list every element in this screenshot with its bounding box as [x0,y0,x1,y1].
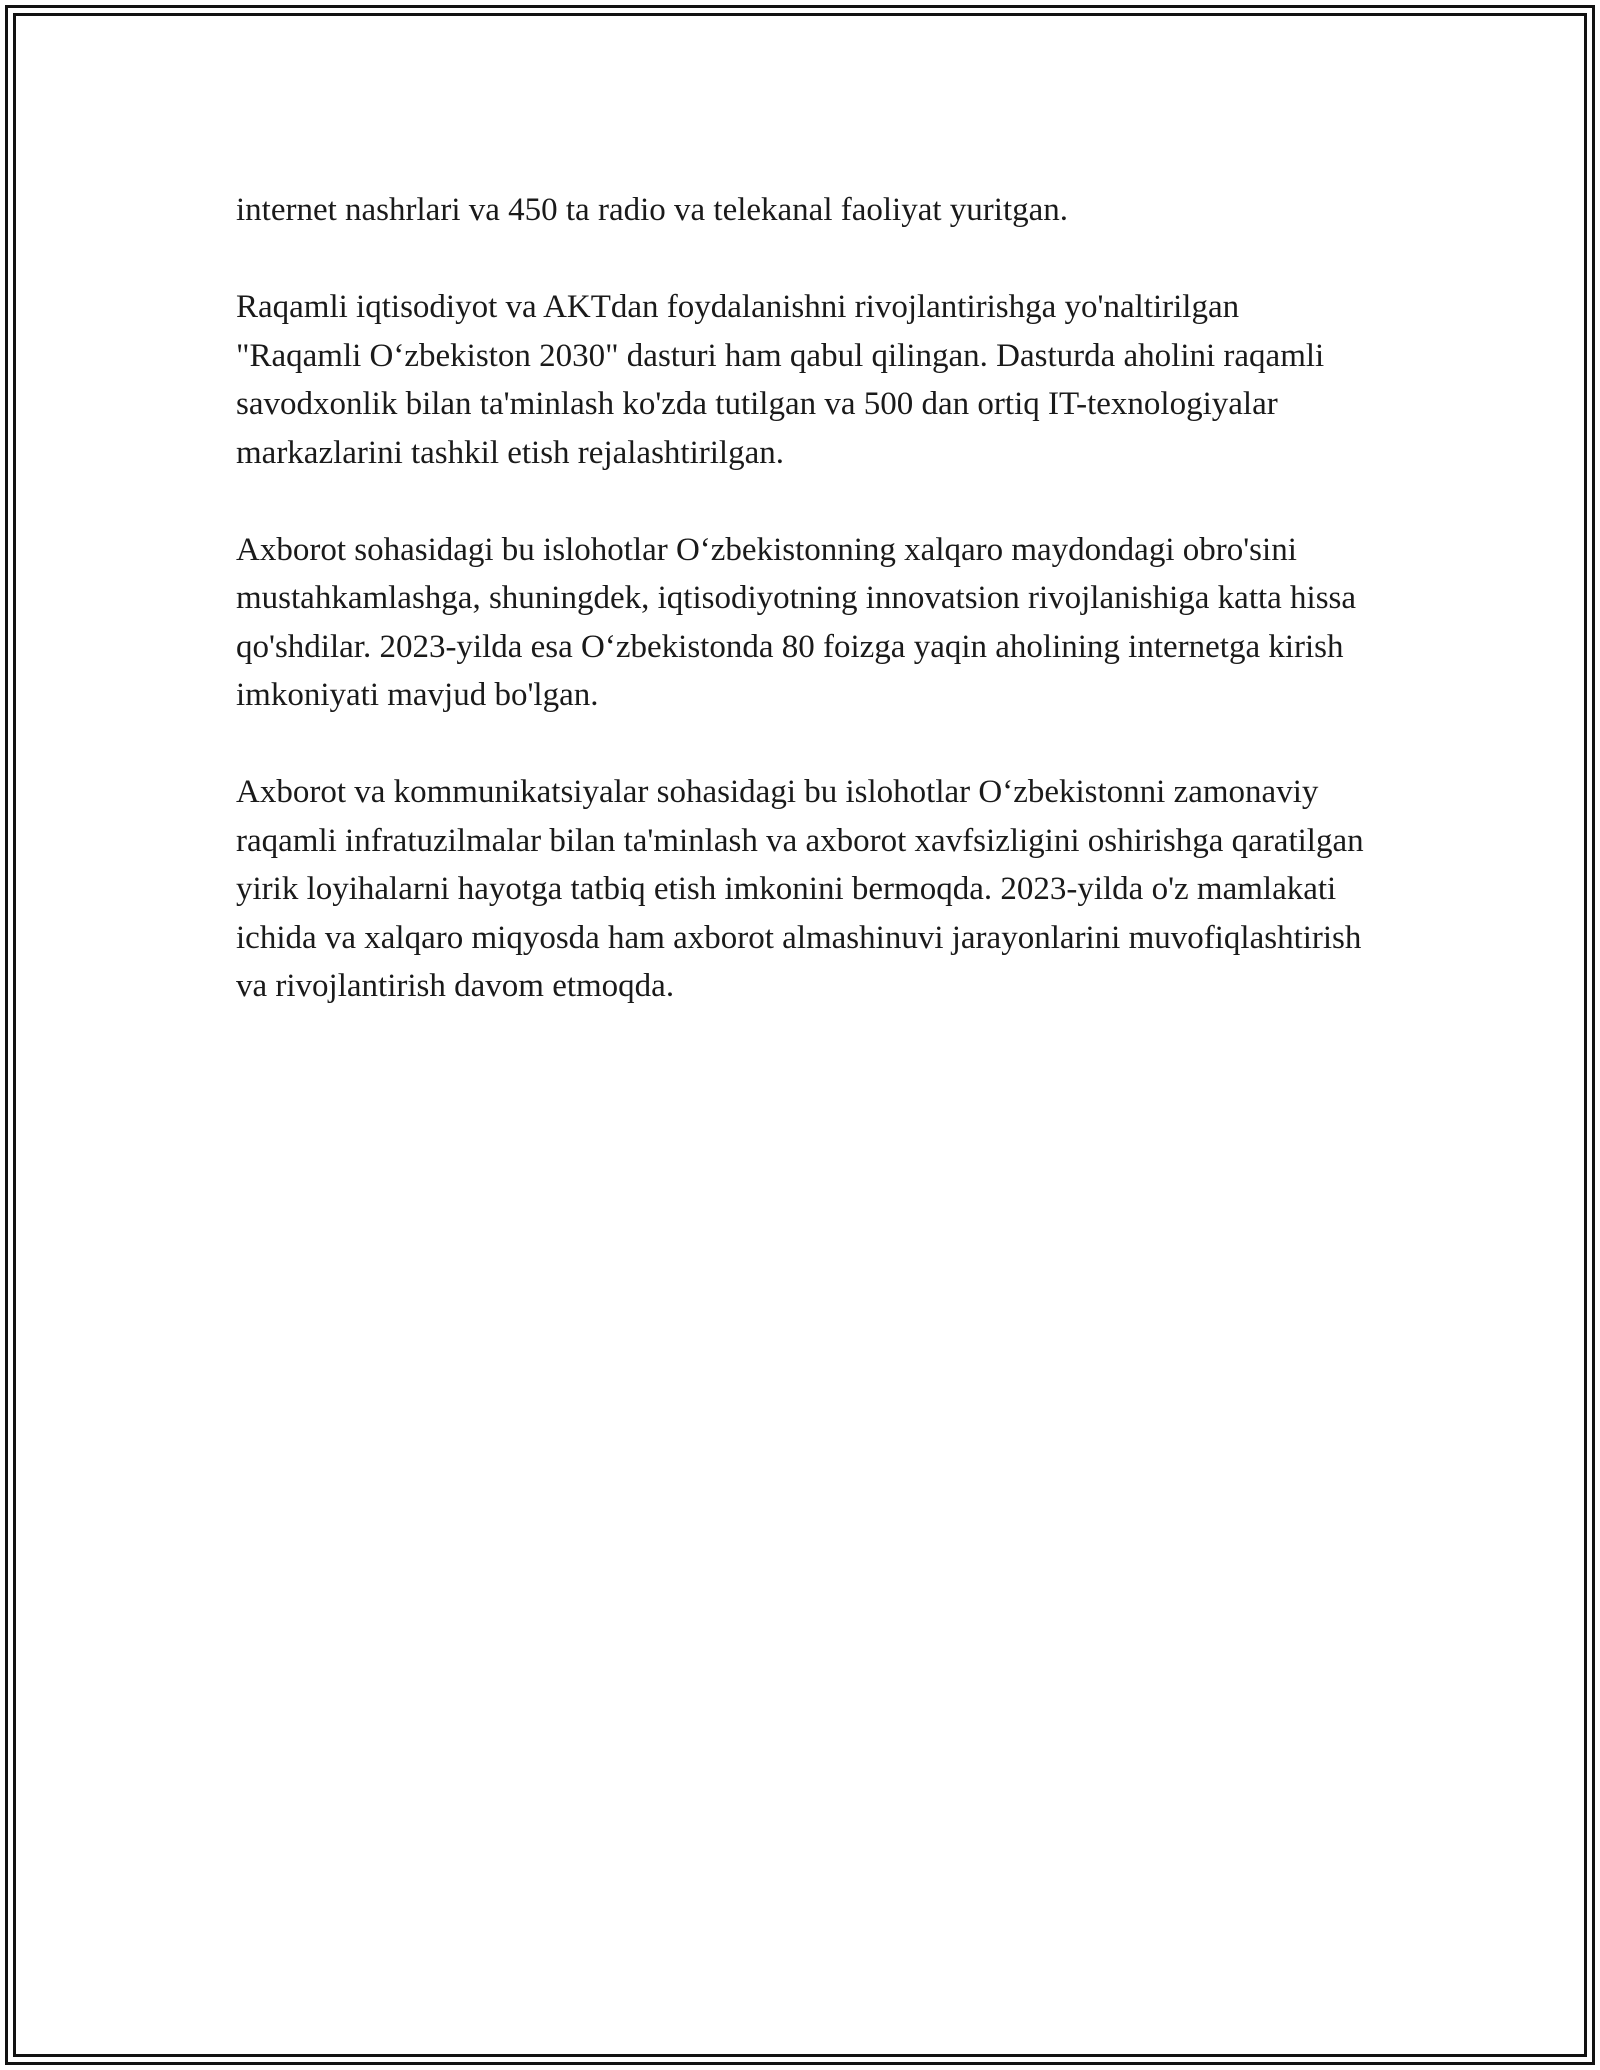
document-body [236,186,1366,1011]
paragraph-4: Axborot va kommunikatsiyalar sohasidagi bu islohotlar O‘zbekistonni zamonaviy raqamli infratuzilmalar bilan ta'minlash va axborot xavfsizligini oshirishga qaratilgan yirik loyihalarni hayotga tatbiq etish imkonini bermoqda. 2023-yilda o'z mamlakati ichida va xalqaro miqyosda ham axborot almashinuvi jarayonlarini muvofiqlashtirish va rivojlantirish davom etmoqda. [236,774,1364,1004]
paragraph-2: Raqamli iqtisodiyot va AKTdan foydalanishni rivojlantirishga yo'naltirilgan "Raqamli O‘zbekiston 2030" dasturi ham qabul qilingan. Dasturda aholini raqamli savodxonlik bilan ta'minlash ko'zda tutilgan va 500 dan ortiq IT-texnologiyalar markazlarini tashkil etish rejalashtirilgan. [236,289,1325,471]
paragraph-1: internet nashrlari va 450 ta radio va telekanal faoliyat yuritgan. [236,192,1069,228]
paragraph-3: Axborot sohasidagi bu islohotlar O‘zbekistonning xalqaro maydondagi obro'sini mustahkamlashga, shuningdek, iqtisodiyotning innovatsion rivojlanishiga katta hissa qo'shdilar. 2023-yilda esa O‘zbekistonda 80 foizga yaqin aholining internetga kirish imkoniyati mavjud bo'lgan. [236,531,1357,713]
